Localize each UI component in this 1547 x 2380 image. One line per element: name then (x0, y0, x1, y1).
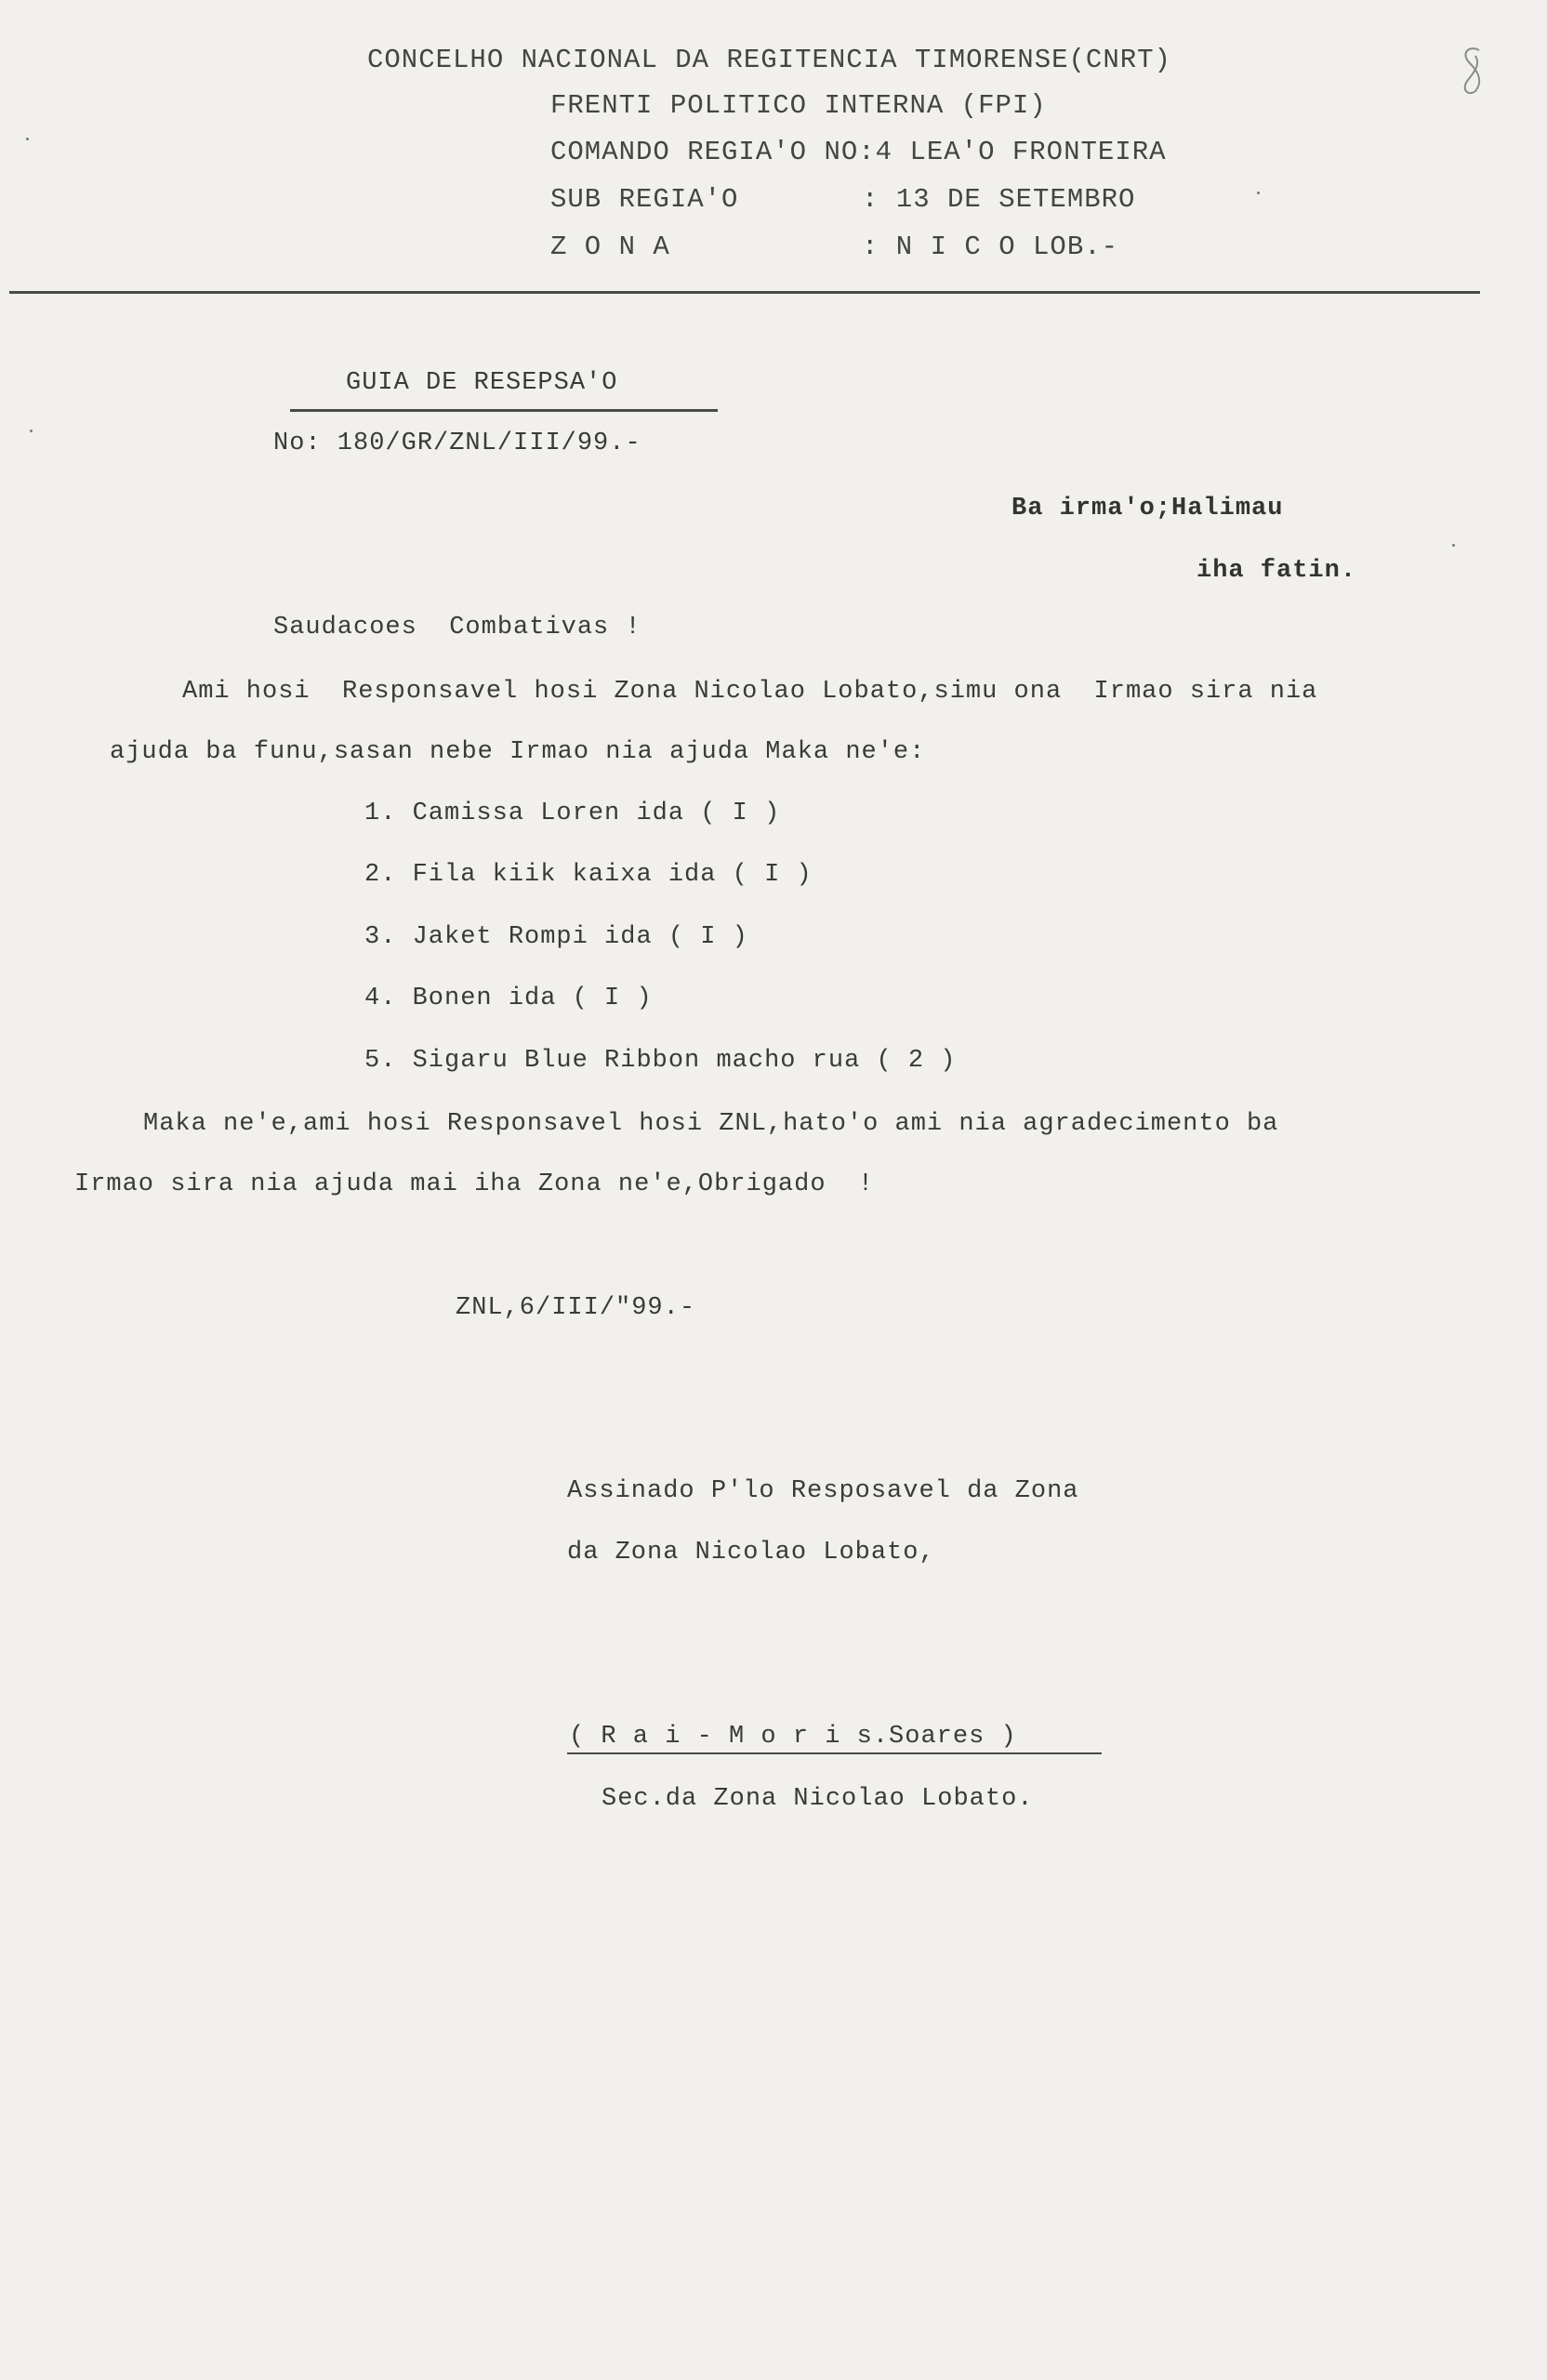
list-item: 4. Bonen ida ( I ) (364, 985, 653, 1012)
signed-by-line-1: Assinado P'lo Resposavel da Zona (567, 1477, 1079, 1505)
signatory-title: Sec.da Zona Nicolao Lobato. (602, 1785, 1034, 1813)
paragraph-1-line-1: Ami hosi Responsavel hosi Zona Nicolao Lobato,simu ona Irmao sira nia (182, 678, 1318, 706)
recipient-line-2: iha fatin. (1197, 557, 1357, 585)
title-underline (290, 409, 718, 412)
signature-underline (567, 1752, 1102, 1754)
document-number: No: 180/GR/ZNL/III/99.- (273, 430, 641, 457)
paper-speck (1452, 544, 1455, 547)
list-item: 2. Fila kiik kaixa ida ( I ) (364, 861, 813, 889)
zona-label: Z O N A (550, 231, 670, 262)
paragraph-1-line-2: ajuda ba funu,sasan nebe Irmao nia ajuda Maka ne'e: (110, 738, 926, 766)
paragraph-2-line-2: Irmao sira nia ajuda mai iha Zona ne'e,Obrigado ! (74, 1170, 875, 1198)
header-line-1: CONCELHO NACIONAL DA REGITENCIA TIMORENSE(CNRT) (367, 45, 1171, 75)
list-item: 3. Jaket Rompi ida ( I ) (364, 923, 748, 951)
place-date: ZNL,6/III/"99.- (456, 1294, 696, 1322)
paragraph-2-line-1: Maka ne'e,ami hosi Responsavel hosi ZNL,hato'o ami nia agradecimento ba (143, 1110, 1279, 1138)
signatory-name: ( R a i - M o r i s.Soares ) (569, 1723, 1017, 1751)
recipient-line-1: Ba irma'o;Halimau (1012, 495, 1284, 522)
list-item: 5. Sigaru Blue Ribbon macho rua ( 2 ) (364, 1047, 957, 1075)
paper-speck (1257, 192, 1260, 194)
handwritten-page-number (1455, 45, 1492, 97)
sub-regiao-value: : 13 DE SETEMBRO (862, 184, 1136, 215)
sub-regiao-label: SUB REGIA'O (550, 184, 739, 215)
header-line-2: FRENTI POLITICO INTERNA (FPI) (550, 90, 1047, 121)
zona-value: : N I C O LOB.- (862, 231, 1119, 262)
greeting: Saudacoes Combativas ! (273, 614, 641, 641)
paper-speck (30, 430, 33, 432)
signed-by-line-2: da Zona Nicolao Lobato, (567, 1539, 935, 1567)
header-line-3: COMANDO REGIA'O NO:4 LEA'O FRONTEIRA (550, 137, 1167, 167)
document-title: GUIA DE RESEPSA'O (346, 369, 618, 397)
list-item: 1. Camissa Loren ida ( I ) (364, 800, 781, 827)
header-divider (9, 291, 1480, 294)
paper-speck (26, 138, 29, 140)
